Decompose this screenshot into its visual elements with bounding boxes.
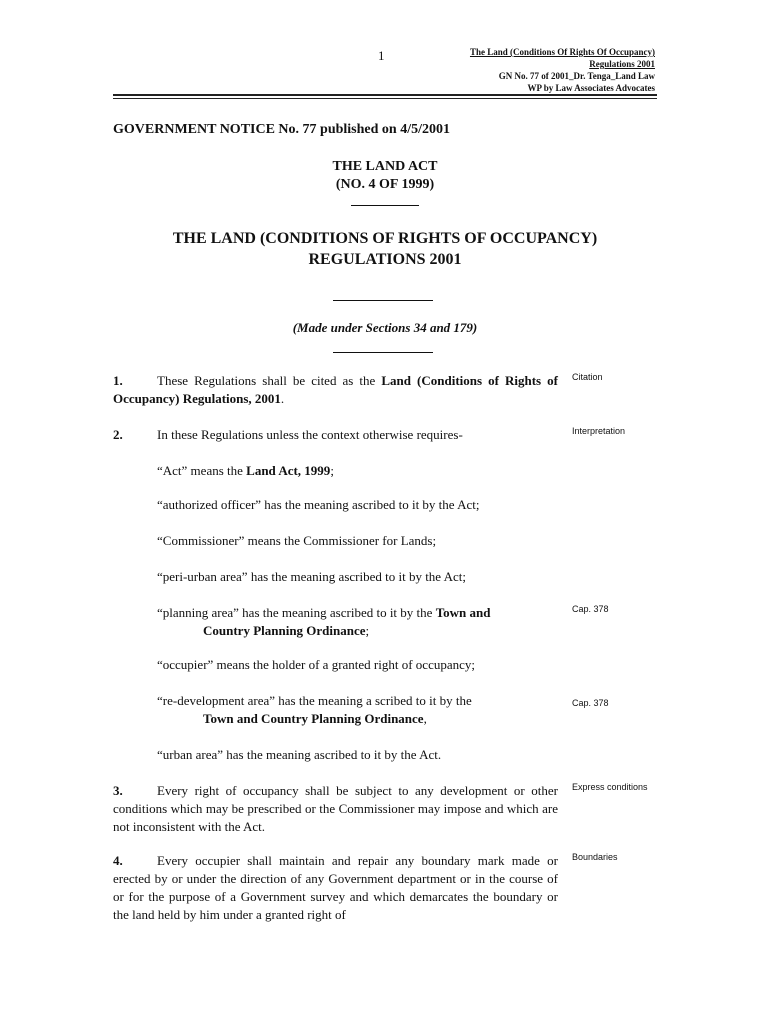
section-1-end: . <box>280 391 285 406</box>
running-header <box>470 46 655 94</box>
def-text: “re-development area” has the meaning a scribed to it by the <box>157 693 472 708</box>
section-2-text: In these Regulations unless the context otherwise requires- <box>157 427 463 442</box>
definition-redevelopment <box>157 692 558 728</box>
section-1 <box>113 372 558 408</box>
act-number: (NO. 4 OF 1999) <box>335 177 435 192</box>
section-1-text: These Regulations shall be cited as the <box>157 373 382 388</box>
def-text: “Act” means the <box>157 463 247 478</box>
margin-note-cap-378: Cap. 378 <box>572 604 609 614</box>
margin-note-cap-378: Cap. 378 <box>572 698 609 708</box>
definition-act <box>157 462 558 480</box>
def-end: ; <box>365 623 370 638</box>
margin-note-interpretation: Interpretation <box>572 426 626 436</box>
def-bold: Town and Country Planning Ordinance <box>203 711 424 726</box>
margin-note-citation: Citation <box>572 372 603 382</box>
section-number: 1. <box>113 373 123 388</box>
divider-top <box>333 300 433 301</box>
act-heading <box>113 158 657 212</box>
definition-commissioner: “Commissioner” means the Commissioner for Lands; <box>157 533 437 548</box>
margin-note-boundaries: Boundaries <box>572 852 618 862</box>
citation-name: Land (Conditions of Rights of Occupancy) Regulations, 2001 <box>113 373 558 406</box>
section-4-text: Every occupier shall maintain and repair any boundary mark made or erected by or under the direction of any Government department or in the course of or for the purpose of a Government survey and which demarcates the boundary or the land held by him under a granted right of <box>113 853 558 922</box>
def-text: “planning area” has the meaning ascribed to it by the <box>157 605 436 620</box>
section-number: 4. <box>113 853 123 868</box>
section-number: 2. <box>113 427 123 442</box>
header-rule-thick <box>113 94 657 96</box>
regulations-title <box>113 228 657 270</box>
def-end: , <box>423 711 427 726</box>
act-divider <box>351 205 419 206</box>
page-number: 1 <box>378 48 385 63</box>
section-3 <box>113 782 558 836</box>
section-3-text: Every right of occupancy shall be subject to any development or other conditions which may be prescribed or the Commissioner may impose and which are not inconsistent with the Act. <box>113 783 558 834</box>
header-line-2: Regulations 2001 <box>589 59 655 69</box>
def-end: ; <box>330 463 334 478</box>
section-2 <box>113 426 558 444</box>
def-bold: Country Planning Ordinance <box>203 623 366 638</box>
made-under: (Made under Sections 34 and 179) <box>292 320 478 335</box>
title-line-2: REGULATIONS 2001 <box>308 251 462 268</box>
definition-urban-area: “urban area” has the meaning ascribed to it by the Act. <box>157 747 442 762</box>
title-line-1: THE LAND (CONDITIONS OF RIGHTS OF OCCUPANCY) <box>172 230 598 247</box>
header-line-1: The Land (Conditions Of Rights Of Occupancy) <box>469 47 655 57</box>
definition-peri-urban: “peri-urban area” has the meaning ascribed to it by the Act; <box>157 569 466 584</box>
definition-authorized-officer: “authorized officer” has the meaning ascribed to it by the Act; <box>157 497 480 512</box>
section-4 <box>113 852 558 924</box>
header-rule-thin <box>113 98 657 99</box>
margin-note-express-conditions: Express conditions <box>572 782 648 792</box>
def-bold: Land Act, 1999 <box>246 463 331 478</box>
header-line-4: WP by Law Associates Advocates <box>527 83 655 93</box>
def-bold: Town and <box>435 605 491 620</box>
definition-planning-area <box>157 604 558 640</box>
section-number: 3. <box>113 783 123 798</box>
divider-bottom <box>333 352 433 353</box>
government-notice: GOVERNMENT NOTICE No. 77 published on 4/5/2001 <box>113 122 450 137</box>
definition-occupier: “occupier” means the holder of a granted right of occupancy; <box>157 657 475 672</box>
act-name: THE LAND ACT <box>332 159 438 174</box>
header-line-3: GN No. 77 of 2001_Dr. Tenga_Land Law <box>498 71 655 81</box>
